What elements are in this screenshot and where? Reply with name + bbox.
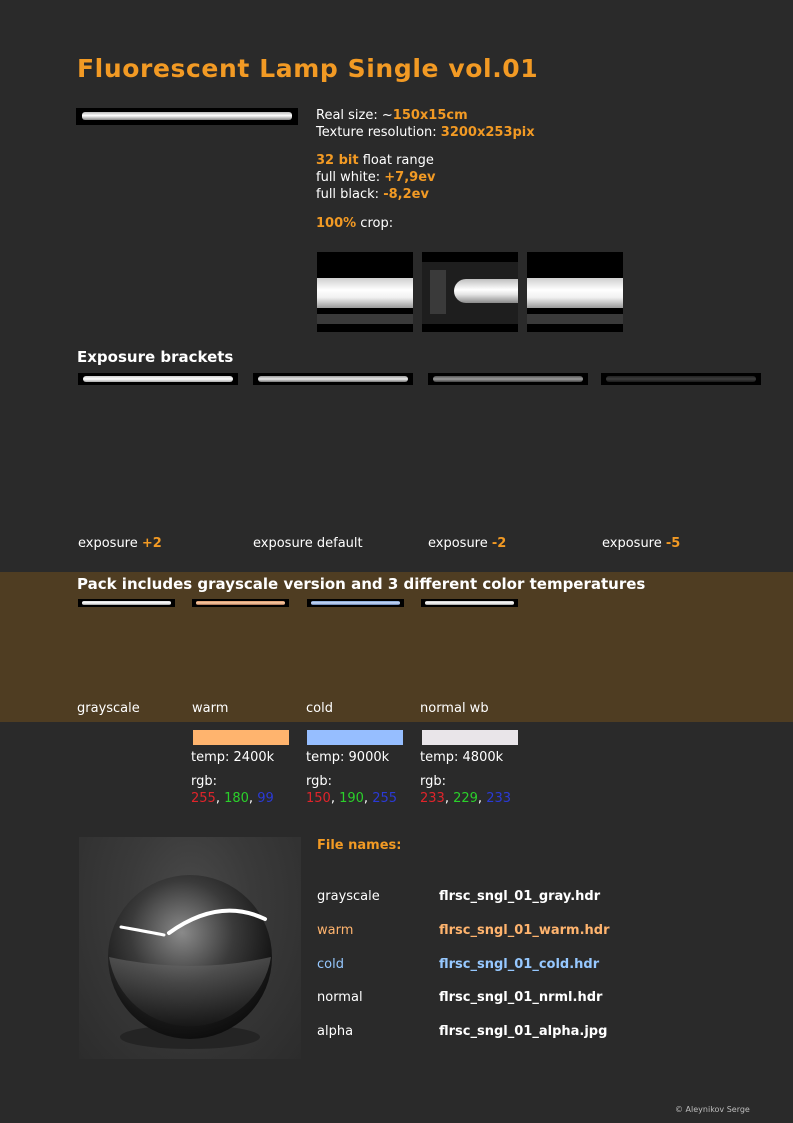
warm-rgb-values: 255, 180, 99 (191, 791, 274, 806)
file-name-grayscale: flrsc_sngl_01_gray.hdr (439, 889, 601, 904)
texture-resolution-value: 3200x253pix (440, 125, 535, 140)
file-name-alpha: flrsc_sngl_01_alpha.jpg (439, 1024, 608, 1039)
crop-image-2 (422, 252, 518, 332)
warm-temp: temp: 2400k (191, 750, 275, 765)
crop-image-1 (317, 252, 413, 332)
exposure-plus2-image (78, 373, 238, 385)
exposure-label-minus5: exposure -5 (602, 536, 681, 551)
normal-rgb-values: 233, 229, 233 (420, 791, 512, 806)
exposure-label-plus2: exposure +2 (78, 536, 162, 551)
sphere-render-image (79, 837, 301, 1059)
bit-depth-line: 32 bit float range (316, 153, 434, 168)
pack-cold-image (307, 599, 404, 607)
exposure-minus5-image (601, 373, 761, 385)
exposure-label-minus2: exposure -2 (428, 536, 507, 551)
file-name-cold: flrsc_sngl_01_cold.hdr (439, 957, 600, 972)
normal-temp: temp: 4800k (420, 750, 504, 765)
variant-label-cold: cold (306, 701, 333, 716)
real-size-line: Real size: ~150x15cm (316, 108, 468, 123)
cold-rgb-values: 150, 190, 255 (306, 791, 398, 806)
normal-color-swatch (422, 730, 518, 745)
texture-resolution-line: Texture resolution: 3200x253pix (316, 125, 535, 140)
cold-rgb-label: rgb: (306, 774, 332, 789)
file-names-heading: File names: (317, 838, 402, 853)
normal-rgb-label: rgb: (420, 774, 446, 789)
full-black-line: full black: -8,2ev (316, 187, 429, 202)
real-size-value: 150x15cm (392, 108, 468, 123)
exposure-label-default: exposure default (253, 536, 363, 551)
variant-label-normal: normal wb (420, 701, 489, 716)
file-label-alpha: alpha (317, 1024, 354, 1039)
variant-label-warm: warm (192, 701, 229, 716)
file-label-cold: cold (317, 957, 344, 972)
pack-section-band (0, 572, 793, 722)
crop-image-3 (527, 252, 623, 332)
pack-normal-image (421, 599, 518, 607)
page-title: Fluorescent Lamp Single vol.01 (77, 54, 539, 83)
bit-depth-value: 32 bit (316, 153, 359, 168)
file-name-warm: flrsc_sngl_01_warm.hdr (439, 923, 610, 938)
pack-heading: Pack includes grayscale version and 3 different color temperatures (77, 575, 646, 593)
file-label-warm: warm (317, 923, 354, 938)
exposure-default-image (253, 373, 413, 385)
full-black-value: -8,2ev (383, 187, 429, 202)
full-white-line: full white: +7,9ev (316, 170, 436, 185)
crop-line: 100% crop: (316, 216, 394, 231)
pack-warm-image (192, 599, 289, 607)
cold-temp: temp: 9000k (306, 750, 390, 765)
full-white-value: +7,9ev (384, 170, 436, 185)
crop-value: 100% (316, 216, 357, 231)
copyright-text: © Aleynikov Serge (675, 1105, 750, 1114)
warm-rgb-label: rgb: (191, 774, 217, 789)
file-label-normal: normal (317, 990, 363, 1005)
warm-color-swatch (193, 730, 289, 745)
file-label-grayscale: grayscale (317, 889, 380, 904)
pack-grayscale-image (78, 599, 175, 607)
exposure-brackets-heading: Exposure brackets (77, 348, 234, 366)
cold-color-swatch (307, 730, 403, 745)
lamp-preview-image (76, 108, 298, 125)
file-name-normal: flrsc_sngl_01_nrml.hdr (439, 990, 603, 1005)
variant-label-grayscale: grayscale (77, 701, 140, 716)
exposure-minus2-image (428, 373, 588, 385)
